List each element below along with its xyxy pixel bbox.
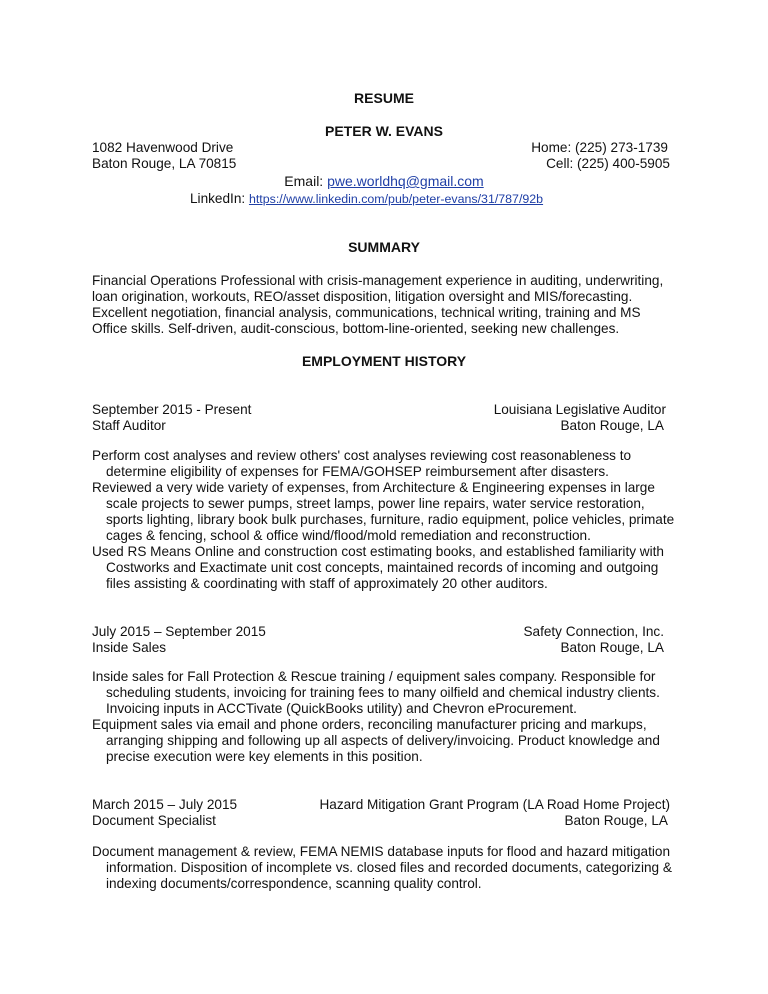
summary-line: Office skills. Self-driven, audit-conscious, bottom-line-oriented, seeking new challenges. [92, 321, 620, 336]
email-label: Email: [284, 173, 324, 189]
job-title: Inside Sales [92, 640, 167, 655]
resume-title: RESUME [354, 90, 414, 106]
job-bullet: Document management & review, FEMA NEMIS database inputs for flood and hazard mitigation information. Disposition of incomplete vs. closed files and recorded documents, categorizing & indexing documents/correspondence, scanning quality control. [92, 844, 672, 891]
linkedin-label: LinkedIn: [190, 191, 246, 206]
summary-text [92, 273, 682, 337]
job-location: Baton Rouge, LA [560, 418, 664, 433]
person-name: PETER W. EVANS [325, 123, 443, 139]
employment-heading: EMPLOYMENT HISTORY [301, 353, 467, 369]
job-location: Baton Rouge, LA [560, 640, 664, 655]
summary-line: Financial Operations Professional with crisis-management experience in auditing, underwriting, [92, 273, 664, 288]
linkedin-link[interactable]: https://www.linkedin.com/pub/peter-evans/31/787/92b [248, 192, 544, 206]
job-bullet: Equipment sales via email and phone orders, reconciling manufacturer pricing and markups, arranging shipping and following up all aspects of delivery/invoicing. Product knowledge and precise execution were key elements in this position. [92, 717, 660, 764]
job-dates: September 2015 - Present [92, 402, 252, 417]
cell-phone: Cell: (225) 400-5905 [546, 156, 670, 171]
job-description [92, 669, 682, 765]
job-bullet: Inside sales for Fall Protection & Rescue training / equipment sales company. Responsible for scheduling students, invoicing for training fees to many oilfield and chemical industry clients. Invoicing inputs in ACCTivate (QuickBooks utility) and Chevron eProcurement. [92, 669, 660, 716]
job-location: Baton Rouge, LA [564, 813, 668, 828]
home-phone: Home: (225) 273-1739 [531, 140, 668, 155]
job-title: Staff Auditor [92, 418, 166, 433]
job-description [92, 844, 682, 892]
job-title: Document Specialist [92, 813, 216, 828]
summary-line: Excellent negotiation, financial analysis, communications, technical writing, training and MS [92, 305, 641, 320]
job-employer: Safety Connection, Inc. [523, 624, 664, 639]
address-line-2: Baton Rouge, LA 70815 [92, 156, 237, 171]
job-bullet: Used RS Means Online and construction cost estimating books, and established familiarity with Costworks and Exactimate unit cost concepts, maintained records of incoming and outgoing files assisting & coordinating with staff of approximately 20 other auditors. [92, 544, 664, 591]
linkedin-row [190, 191, 543, 207]
job-dates: July 2015 – September 2015 [92, 624, 266, 639]
job-employer: Hazard Mitigation Grant Program (LA Road Home Project) [319, 797, 670, 812]
job-description [92, 448, 682, 592]
job-dates: March 2015 – July 2015 [92, 797, 238, 812]
job-employer: Louisiana Legislative Auditor [493, 402, 666, 417]
summary-line: loan origination, workouts, REO/asset disposition, litigation oversight and MIS/forecasting. [92, 289, 633, 304]
email-row [0, 173, 768, 189]
summary-heading: SUMMARY [348, 239, 420, 255]
job-bullet: Perform cost analyses and review others' cost analyses reviewing cost reasonableness to determine eligibility of expenses for FEMA/GOHSEP reimbursement after disasters. [92, 448, 632, 479]
email-link[interactable]: pwe.worldhq@gmail.com [327, 173, 484, 189]
job-bullet: Reviewed a very wide variety of expenses, from Architecture & Engineering expenses in large scale projects to sewer pumps, street lamps, power line repairs, water service restoration, sports lighting, library book bulk purchases, furniture, radio equipment, police vehicles, primate cages & fencing, school & office wind/flood/mold remediation and reconstruction. [92, 480, 675, 543]
address-line-1: 1082 Havenwood Drive [92, 140, 234, 155]
